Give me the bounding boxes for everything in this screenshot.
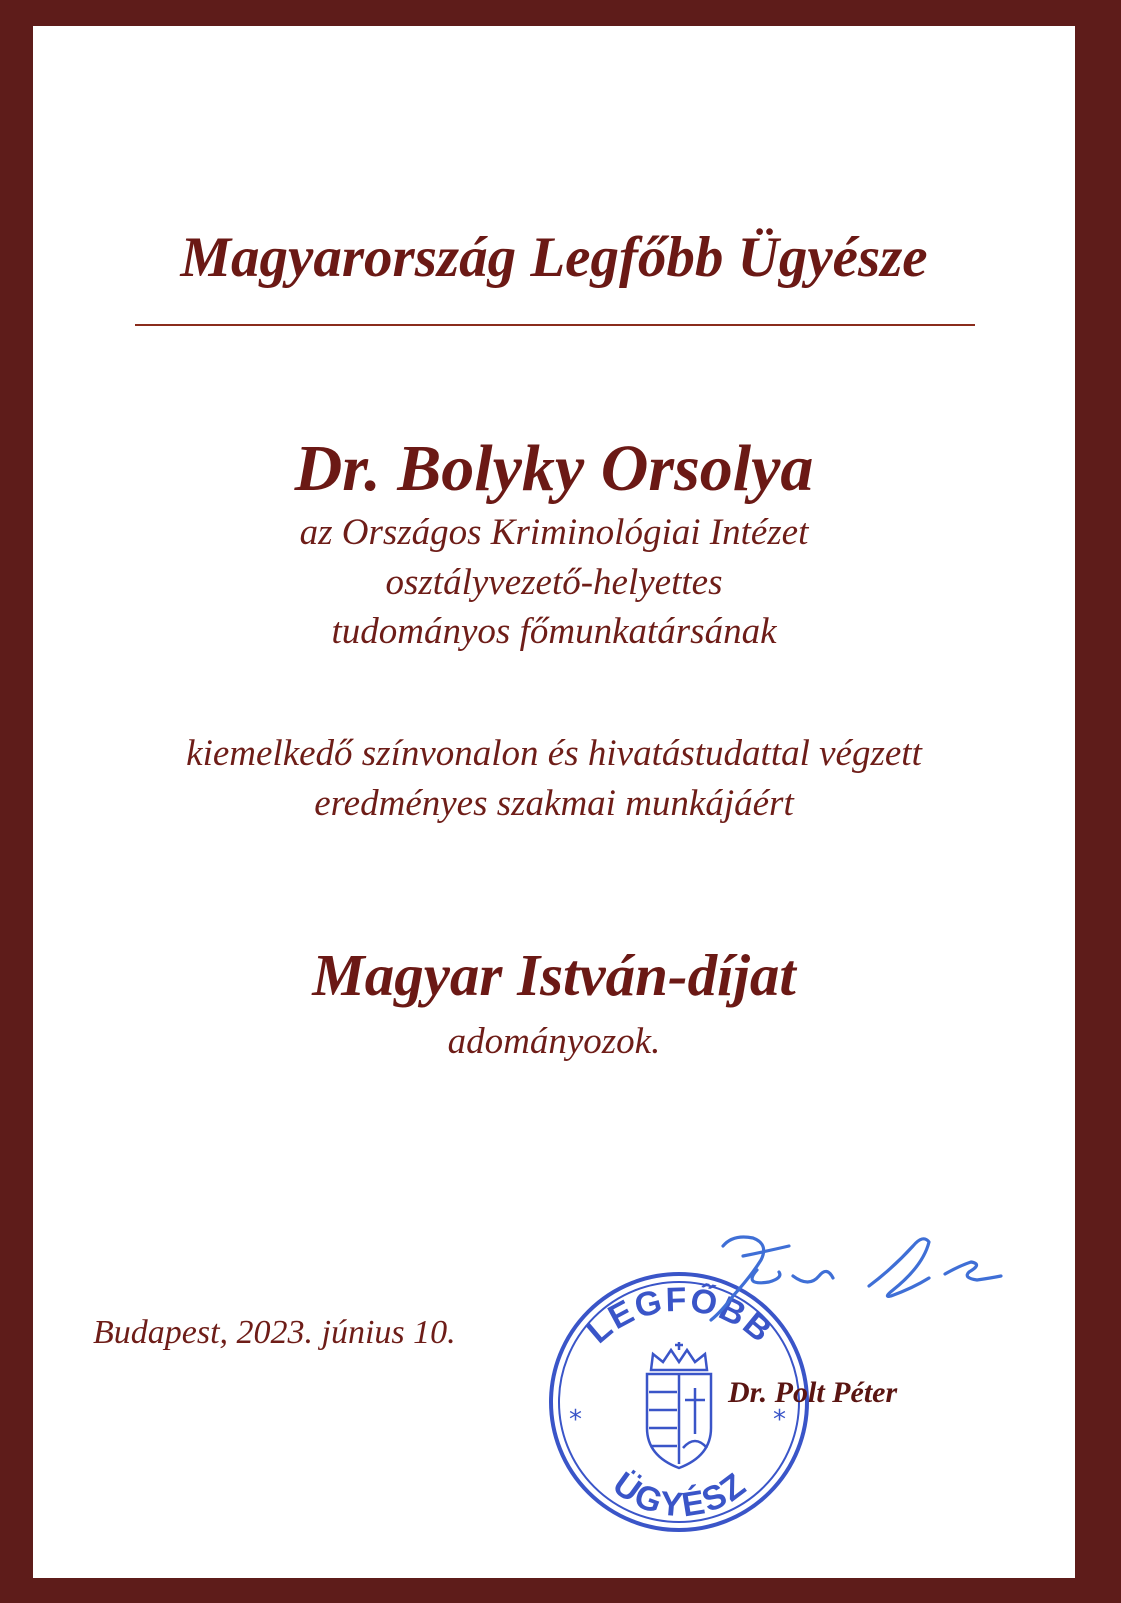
- stamp-top-text: LEGFŐBB: [579, 1280, 781, 1352]
- recipient-position-line-3: tudományos főmunkatársának: [331, 611, 777, 652]
- certificate-page: [33, 26, 1075, 1578]
- coat-of-arms-icon: [647, 1342, 711, 1468]
- recipient-name: Dr. Bolyky Orsolya: [294, 432, 814, 505]
- stamp-bottom-text: ÜGYÉSZ: [605, 1464, 755, 1525]
- place-and-date: Budapest, 2023. június 10.: [93, 1314, 456, 1351]
- award-verb: adományozok.: [447, 1021, 661, 1062]
- stamp-star-right: *: [773, 1405, 786, 1435]
- award-name: Magyar István-díjat: [312, 942, 796, 1008]
- handwritten-signature: [593, 1216, 1013, 1326]
- signer-name: Dr. Polt Péter: [728, 1376, 898, 1409]
- reason-line-1: kiemelkedő színvonalon és hivatástudattal végzett: [186, 733, 922, 774]
- stamp-star-left: *: [569, 1405, 582, 1435]
- reason-line-2: eredményes szakmai munkájáért: [314, 783, 794, 824]
- recipient-position-line-1: az Országos Kriminológiai Intézet: [299, 512, 809, 553]
- heading-divider: [135, 324, 975, 326]
- issuer-heading: Magyarország Legfőbb Ügyésze: [180, 226, 928, 289]
- recipient-position-line-2: osztályvezető-helyettes: [385, 562, 723, 603]
